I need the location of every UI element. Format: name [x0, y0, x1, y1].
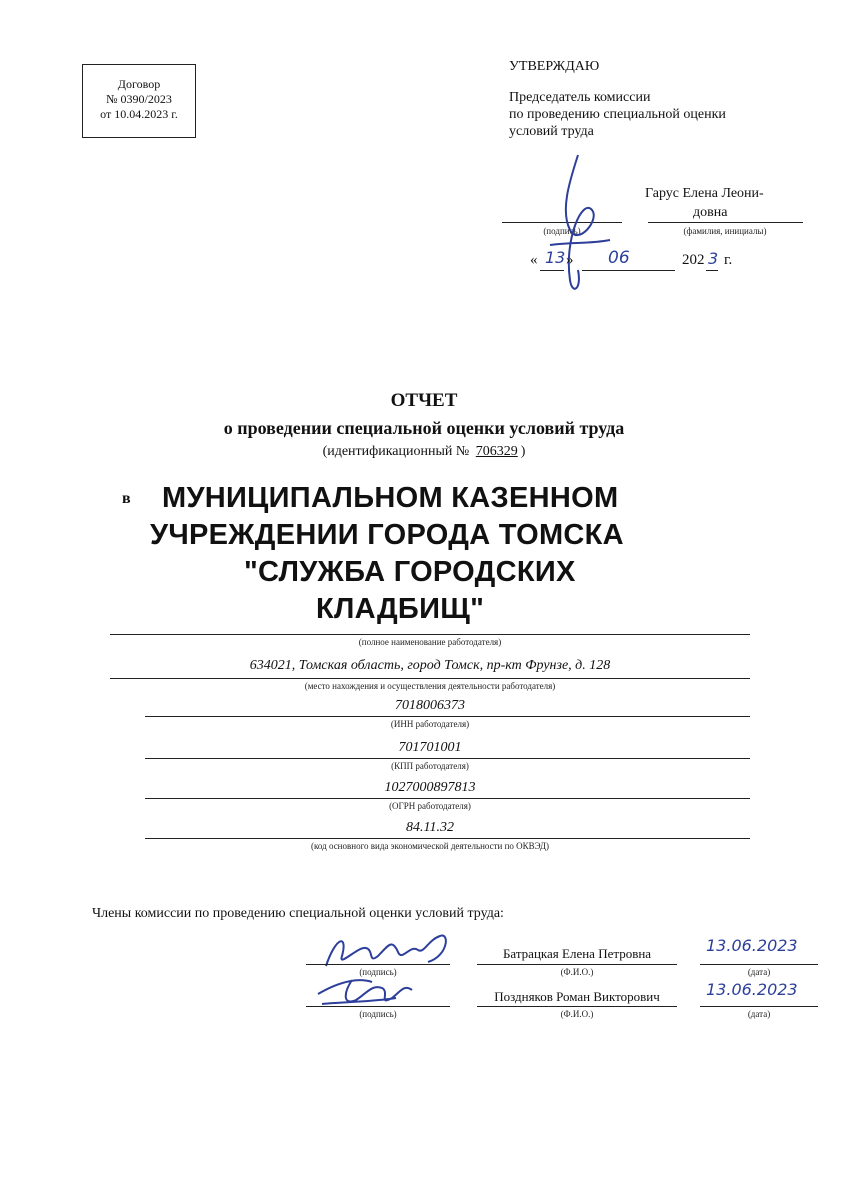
member1-signature-line: [306, 964, 450, 965]
employer-inn-line: [145, 716, 750, 717]
employer-address-caption: (место нахождения и осуществления деятельности работодателя): [304, 681, 556, 691]
contract-title: Договор: [117, 77, 161, 91]
ident-label: (идентификационный №: [322, 444, 470, 459]
employer-kpp-caption: (КПП работодателя): [391, 761, 469, 771]
approver-name-line2: довна: [693, 205, 728, 220]
member2-name-line: [477, 1006, 677, 1007]
approval-date-day: 13: [545, 248, 566, 267]
approver-name-caption: (фамилия, инициалы): [683, 226, 767, 236]
member1-date: 13.06.2023: [706, 936, 798, 955]
approver-signature-caption: (подпись): [543, 226, 581, 236]
employer-okved-caption: (код основного вида экономической деятельности по ОКВЭД): [310, 841, 549, 851]
approval-block: [509, 58, 726, 140]
approval-date-year-prefix: 202: [682, 252, 705, 268]
employer-kpp-line: [145, 758, 750, 759]
employer-name-caption: (полное наименование работодателя): [358, 637, 502, 647]
approval-day-line: [540, 270, 564, 271]
employer-address: 634021, Томская область, город Томск, пр-кт Фрунзе, д. 128: [249, 658, 611, 673]
member2-date-line: [700, 1006, 818, 1007]
approval-heading: УТВЕРЖДАЮ: [509, 59, 600, 74]
commission-heading: Члены комиссии по проведению специальной оценки условий труда:: [92, 906, 504, 921]
employer-ogrn-caption: (ОГРН работодателя): [389, 801, 471, 811]
employer-ogrn-line: [145, 798, 750, 799]
approver-name-line: [648, 222, 803, 223]
approval-date-open-quote: «: [530, 252, 538, 268]
employer-name-line4: КЛАДБИЩ": [316, 593, 485, 625]
approval-date-month: 06: [608, 248, 630, 268]
approver-name-line1: Гарус Елена Леони-: [645, 186, 764, 201]
approval-month-line: [582, 270, 675, 271]
report-subtitle: о проведении специальной оценки условий труда: [223, 418, 625, 438]
employer-inn-caption: (ИНН работодателя): [390, 719, 470, 729]
employer-name-line: [110, 634, 750, 635]
employer-kpp: 701701001: [398, 740, 462, 755]
member2-name: Поздняков Роман Викторович: [494, 989, 660, 1004]
member2-date: 13.06.2023: [706, 980, 798, 999]
approver-signature-image: [530, 150, 620, 300]
approval-position-line3: условий труда: [509, 124, 594, 139]
contract-number: № 0390/2023: [106, 92, 172, 106]
employer-name-line3: "СЛУЖБА ГОРОДСКИХ: [244, 556, 576, 588]
employer-name-line1: МУНИЦИПАЛЬНОМ КАЗЕННОМ: [162, 482, 619, 514]
member1-date-line: [700, 964, 818, 965]
approval-position-line2: по проведению специальной оценки: [509, 107, 726, 122]
employer-address-line: [110, 678, 750, 679]
approval-year-line: [706, 270, 718, 271]
approval-date-close-quote: »: [566, 252, 574, 268]
member1-name: Батрацкая Елена Петровна: [502, 946, 652, 961]
ident-number: 706329: [475, 444, 518, 459]
ident-close: ): [520, 444, 526, 459]
report-title: ОТЧЕТ: [390, 390, 458, 411]
approval-date-year-suffix: г.: [724, 252, 733, 268]
member1-date-caption: (дата): [747, 967, 771, 977]
member1-name-line: [477, 964, 677, 965]
employer-inn: 7018006373: [395, 698, 465, 713]
member2-date-caption: (дата): [747, 1009, 771, 1019]
member2-signature-line: [306, 1006, 450, 1007]
contract-box: [82, 64, 196, 138]
employer-okved: 84.11.32: [406, 820, 454, 835]
member2-name-caption: (Ф.И.О.): [560, 1009, 594, 1019]
employer-name-line2: УЧРЕЖДЕНИИ ГОРОДА ТОМСКА: [150, 519, 624, 551]
report-identification: [0, 444, 848, 460]
approval-position-line1: Председатель комиссии: [509, 90, 651, 105]
employer-okved-line: [145, 838, 750, 839]
contract-date: от 10.04.2023 г.: [100, 107, 178, 121]
member1-name-caption: (Ф.И.О.): [560, 967, 594, 977]
employer-ogrn: 1027000897813: [384, 780, 476, 795]
member1-signature-caption: (подпись): [359, 967, 397, 977]
member2-signature-caption: (подпись): [359, 1009, 397, 1019]
approval-date-year-digit: 3: [708, 249, 719, 268]
employer-preposition: в: [122, 490, 131, 507]
employer-name: [150, 480, 760, 628]
